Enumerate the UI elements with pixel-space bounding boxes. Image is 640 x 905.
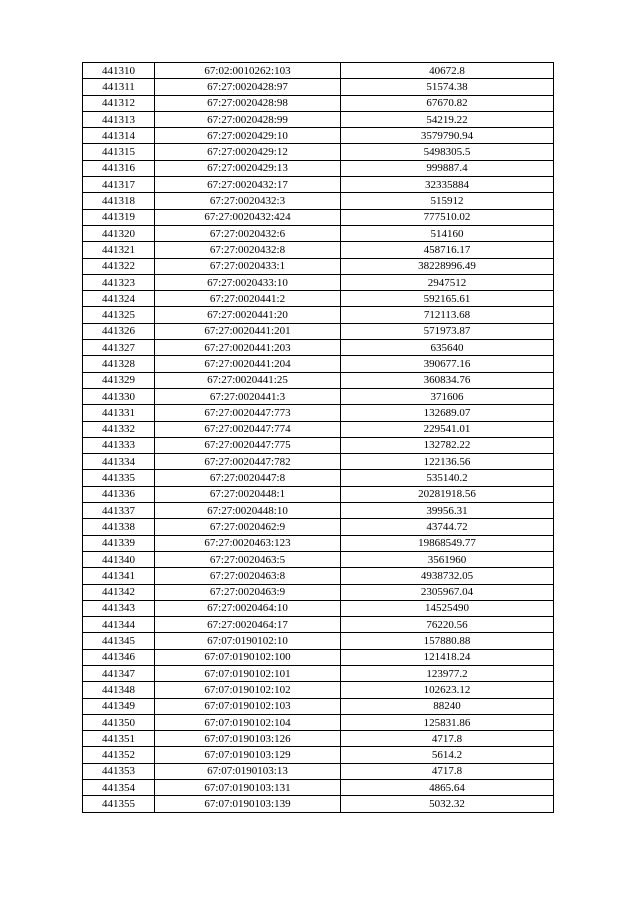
table-row xyxy=(83,682,554,698)
value-cell: 88240 xyxy=(341,698,554,714)
row-number-cell: 441336 xyxy=(83,486,155,502)
table-row xyxy=(83,323,554,339)
value-cell: 157880.88 xyxy=(341,633,554,649)
value-cell: 40672.8 xyxy=(341,63,554,79)
cadastral-number-cell: 67:27:0020432:8 xyxy=(155,242,341,258)
table-row xyxy=(83,307,554,323)
value-cell: 14525490 xyxy=(341,600,554,616)
row-number-cell: 441335 xyxy=(83,470,155,486)
value-cell: 38228996.49 xyxy=(341,258,554,274)
value-cell: 125831.86 xyxy=(341,714,554,730)
value-cell: 571973.87 xyxy=(341,323,554,339)
row-number-cell: 441320 xyxy=(83,225,155,241)
cadastral-number-cell: 67:27:0020428:99 xyxy=(155,111,341,127)
cadastral-number-cell: 67:27:0020463:9 xyxy=(155,584,341,600)
cadastral-number-cell: 67:07:0190103:129 xyxy=(155,747,341,763)
value-cell: 20281918.56 xyxy=(341,486,554,502)
cadastral-number-cell: 67:27:0020447:782 xyxy=(155,454,341,470)
row-number-cell: 441322 xyxy=(83,258,155,274)
value-cell: 4938732.05 xyxy=(341,568,554,584)
cadastral-number-cell: 67:27:0020429:13 xyxy=(155,160,341,176)
cadastral-number-cell: 67:27:0020462:9 xyxy=(155,519,341,535)
cadastral-number-cell: 67:27:0020433:10 xyxy=(155,274,341,290)
value-cell: 132689.07 xyxy=(341,405,554,421)
value-cell: 458716.17 xyxy=(341,242,554,258)
table-row xyxy=(83,747,554,763)
table-row xyxy=(83,356,554,372)
value-cell: 54219.22 xyxy=(341,111,554,127)
cadastral-number-cell: 67:07:0190102:104 xyxy=(155,714,341,730)
row-number-cell: 441323 xyxy=(83,274,155,290)
value-cell: 999887.4 xyxy=(341,160,554,176)
cadastral-number-cell: 67:27:0020432:17 xyxy=(155,177,341,193)
table-row xyxy=(83,551,554,567)
cadastral-number-cell: 67:07:0190102:102 xyxy=(155,682,341,698)
value-cell: 19868549.77 xyxy=(341,535,554,551)
value-cell: 76220.56 xyxy=(341,617,554,633)
table-row xyxy=(83,421,554,437)
row-number-cell: 441332 xyxy=(83,421,155,437)
value-cell: 123977.2 xyxy=(341,665,554,681)
cadastral-number-cell: 67:27:0020447:773 xyxy=(155,405,341,421)
table-row xyxy=(83,274,554,290)
value-cell: 51574.38 xyxy=(341,79,554,95)
table-row xyxy=(83,291,554,307)
row-number-cell: 441347 xyxy=(83,665,155,681)
table-row xyxy=(83,111,554,127)
cadastral-number-cell: 67:27:0020441:25 xyxy=(155,372,341,388)
cadastral-number-cell: 67:27:0020463:8 xyxy=(155,568,341,584)
value-cell: 3561960 xyxy=(341,551,554,567)
row-number-cell: 441351 xyxy=(83,731,155,747)
cadastral-number-cell: 67:02:0010262:103 xyxy=(155,63,341,79)
table-row xyxy=(83,437,554,453)
row-number-cell: 441354 xyxy=(83,780,155,796)
cadastral-number-cell: 67:27:0020463:123 xyxy=(155,535,341,551)
table-row xyxy=(83,95,554,111)
table-row xyxy=(83,405,554,421)
cadastral-number-cell: 67:07:0190103:131 xyxy=(155,780,341,796)
value-cell: 4717.8 xyxy=(341,731,554,747)
cadastral-number-cell: 67:27:0020432:6 xyxy=(155,225,341,241)
table-row xyxy=(83,584,554,600)
row-number-cell: 441319 xyxy=(83,209,155,225)
row-number-cell: 441339 xyxy=(83,535,155,551)
value-cell: 4865.64 xyxy=(341,780,554,796)
cadastral-number-cell: 67:27:0020441:203 xyxy=(155,340,341,356)
table-body xyxy=(83,63,554,813)
cadastral-value-table xyxy=(82,62,554,813)
table-row xyxy=(83,128,554,144)
cadastral-number-cell: 67:27:0020432:3 xyxy=(155,193,341,209)
value-cell: 371606 xyxy=(341,388,554,404)
row-number-cell: 441310 xyxy=(83,63,155,79)
table-row xyxy=(83,258,554,274)
table-row xyxy=(83,193,554,209)
cadastral-number-cell: 67:07:0190103:13 xyxy=(155,763,341,779)
table-row xyxy=(83,225,554,241)
row-number-cell: 441344 xyxy=(83,617,155,633)
row-number-cell: 441331 xyxy=(83,405,155,421)
row-number-cell: 441346 xyxy=(83,649,155,665)
cadastral-number-cell: 67:27:0020448:10 xyxy=(155,503,341,519)
cadastral-number-cell: 67:27:0020447:775 xyxy=(155,437,341,453)
row-number-cell: 441349 xyxy=(83,698,155,714)
table-row xyxy=(83,160,554,176)
cadastral-number-cell: 67:27:0020432:424 xyxy=(155,209,341,225)
row-number-cell: 441328 xyxy=(83,356,155,372)
cadastral-number-cell: 67:07:0190102:100 xyxy=(155,649,341,665)
table-row xyxy=(83,242,554,258)
row-number-cell: 441326 xyxy=(83,323,155,339)
table-row xyxy=(83,600,554,616)
cadastral-number-cell: 67:27:0020441:20 xyxy=(155,307,341,323)
table-row xyxy=(83,63,554,79)
cadastral-number-cell: 67:27:0020441:204 xyxy=(155,356,341,372)
table-row xyxy=(83,731,554,747)
table-row xyxy=(83,470,554,486)
value-cell: 122136.56 xyxy=(341,454,554,470)
value-cell: 635640 xyxy=(341,340,554,356)
value-cell: 390677.16 xyxy=(341,356,554,372)
table-row xyxy=(83,617,554,633)
cadastral-number-cell: 67:27:0020428:98 xyxy=(155,95,341,111)
table-row xyxy=(83,340,554,356)
value-cell: 3579790.94 xyxy=(341,128,554,144)
row-number-cell: 441333 xyxy=(83,437,155,453)
row-number-cell: 441352 xyxy=(83,747,155,763)
cadastral-number-cell: 67:27:0020429:12 xyxy=(155,144,341,160)
table-row xyxy=(83,144,554,160)
cadastral-number-cell: 67:07:0190103:126 xyxy=(155,731,341,747)
value-cell: 4717.8 xyxy=(341,763,554,779)
cadastral-number-cell: 67:07:0190102:10 xyxy=(155,633,341,649)
row-number-cell: 441345 xyxy=(83,633,155,649)
value-cell: 5032.32 xyxy=(341,796,554,812)
value-cell: 39956.31 xyxy=(341,503,554,519)
value-cell: 514160 xyxy=(341,225,554,241)
row-number-cell: 441327 xyxy=(83,340,155,356)
value-cell: 712113.68 xyxy=(341,307,554,323)
value-cell: 32335884 xyxy=(341,177,554,193)
row-number-cell: 441353 xyxy=(83,763,155,779)
table-row xyxy=(83,780,554,796)
cadastral-number-cell: 67:27:0020447:774 xyxy=(155,421,341,437)
row-number-cell: 441324 xyxy=(83,291,155,307)
row-number-cell: 441342 xyxy=(83,584,155,600)
row-number-cell: 441317 xyxy=(83,177,155,193)
row-number-cell: 441316 xyxy=(83,160,155,176)
table-row xyxy=(83,454,554,470)
cadastral-number-cell: 67:27:0020463:5 xyxy=(155,551,341,567)
table-row xyxy=(83,388,554,404)
row-number-cell: 441329 xyxy=(83,372,155,388)
cadastral-number-cell: 67:27:0020464:17 xyxy=(155,617,341,633)
value-cell: 102623.12 xyxy=(341,682,554,698)
value-cell: 592165.61 xyxy=(341,291,554,307)
row-number-cell: 441343 xyxy=(83,600,155,616)
table-row xyxy=(83,568,554,584)
row-number-cell: 441350 xyxy=(83,714,155,730)
table-row xyxy=(83,535,554,551)
row-number-cell: 441311 xyxy=(83,79,155,95)
table-row xyxy=(83,79,554,95)
table-row xyxy=(83,714,554,730)
cadastral-number-cell: 67:27:0020441:201 xyxy=(155,323,341,339)
value-cell: 777510.02 xyxy=(341,209,554,225)
table-row xyxy=(83,698,554,714)
row-number-cell: 441318 xyxy=(83,193,155,209)
value-cell: 229541.01 xyxy=(341,421,554,437)
cadastral-number-cell: 67:27:0020428:97 xyxy=(155,79,341,95)
cadastral-number-cell: 67:07:0190102:101 xyxy=(155,665,341,681)
cadastral-number-cell: 67:27:0020448:1 xyxy=(155,486,341,502)
row-number-cell: 441321 xyxy=(83,242,155,258)
row-number-cell: 441338 xyxy=(83,519,155,535)
cadastral-number-cell: 67:07:0190103:139 xyxy=(155,796,341,812)
row-number-cell: 441313 xyxy=(83,111,155,127)
value-cell: 5614.2 xyxy=(341,747,554,763)
table-row xyxy=(83,519,554,535)
row-number-cell: 441315 xyxy=(83,144,155,160)
table-row xyxy=(83,763,554,779)
cadastral-number-cell: 67:27:0020441:3 xyxy=(155,388,341,404)
cadastral-number-cell: 67:07:0190102:103 xyxy=(155,698,341,714)
value-cell: 43744.72 xyxy=(341,519,554,535)
table-row xyxy=(83,486,554,502)
row-number-cell: 441314 xyxy=(83,128,155,144)
row-number-cell: 441337 xyxy=(83,503,155,519)
table-row xyxy=(83,665,554,681)
row-number-cell: 441341 xyxy=(83,568,155,584)
value-cell: 2947512 xyxy=(341,274,554,290)
row-number-cell: 441348 xyxy=(83,682,155,698)
table-row xyxy=(83,649,554,665)
cadastral-number-cell: 67:27:0020433:1 xyxy=(155,258,341,274)
row-number-cell: 441312 xyxy=(83,95,155,111)
value-cell: 121418.24 xyxy=(341,649,554,665)
table-row xyxy=(83,796,554,812)
value-cell: 132782.22 xyxy=(341,437,554,453)
table-row xyxy=(83,372,554,388)
value-cell: 360834.76 xyxy=(341,372,554,388)
value-cell: 67670.82 xyxy=(341,95,554,111)
row-number-cell: 441330 xyxy=(83,388,155,404)
row-number-cell: 441355 xyxy=(83,796,155,812)
value-cell: 5498305.5 xyxy=(341,144,554,160)
cadastral-number-cell: 67:27:0020441:2 xyxy=(155,291,341,307)
value-cell: 515912 xyxy=(341,193,554,209)
cadastral-number-cell: 67:27:0020447:8 xyxy=(155,470,341,486)
row-number-cell: 441334 xyxy=(83,454,155,470)
table-row xyxy=(83,177,554,193)
table-row xyxy=(83,633,554,649)
cadastral-number-cell: 67:27:0020464:10 xyxy=(155,600,341,616)
table-row xyxy=(83,503,554,519)
row-number-cell: 441325 xyxy=(83,307,155,323)
table-row xyxy=(83,209,554,225)
cadastral-number-cell: 67:27:0020429:10 xyxy=(155,128,341,144)
value-cell: 535140.2 xyxy=(341,470,554,486)
value-cell: 2305967.04 xyxy=(341,584,554,600)
row-number-cell: 441340 xyxy=(83,551,155,567)
